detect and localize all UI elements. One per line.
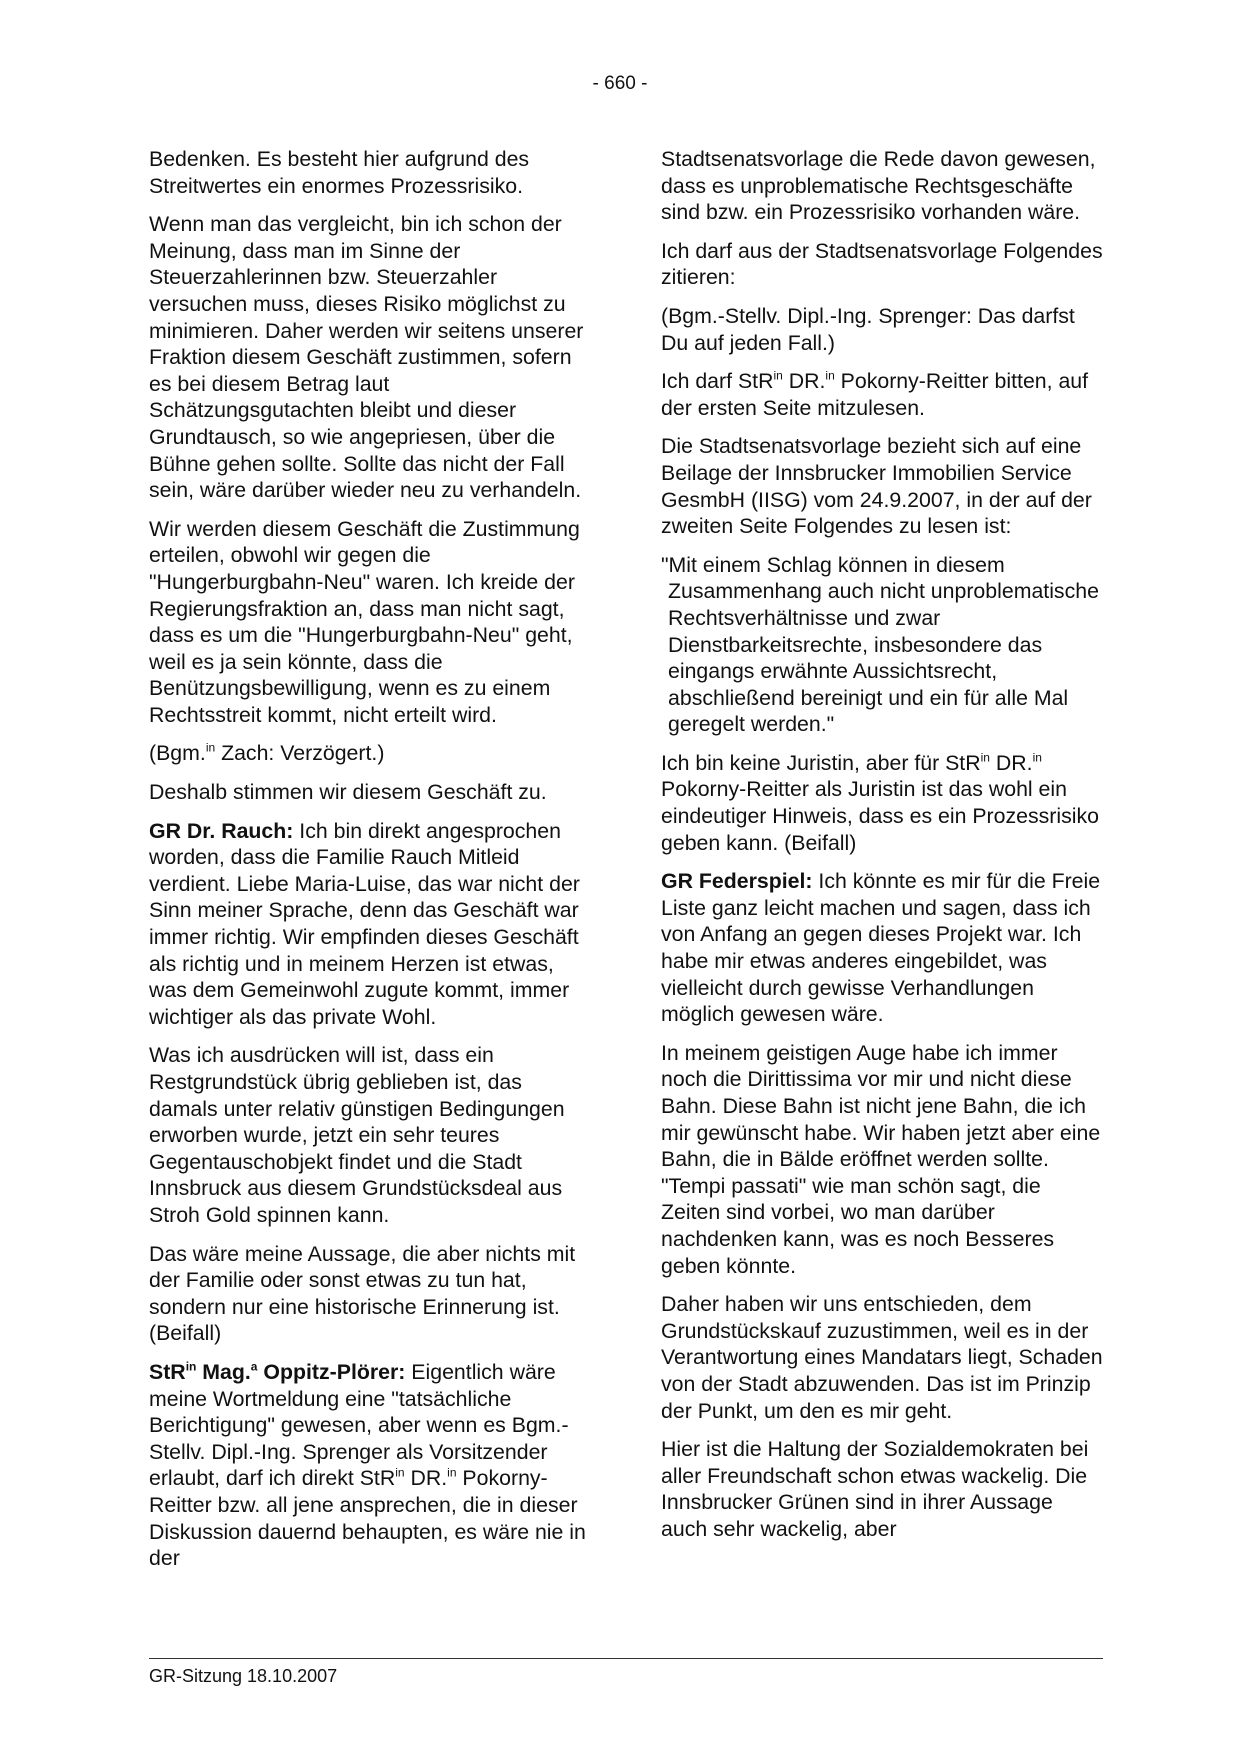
interjection (149, 740, 589, 767)
paragraph: In meinem geistigen Auge habe ich immer noch die Dirittissima vor mir und nicht diese Bahn. Diese Bahn ist nicht jene Bahn, die ich mir gewünscht habe. Wir haben jetzt aber eine Bahn, die in Bälde eröffnet werden sollte. "Tempi passati" wie man schön sagt, die Zeiten sind vorbei, wo man darüber nachdenken kann, was es noch Besseres geben könnte. (661, 1040, 1101, 1278)
interjection: (Bgm.-Stellv. Dipl.-Ing. Sprenger: Das darfst Du auf jeden Fall.) (661, 303, 1075, 355)
speech-paragraph (661, 868, 1103, 1028)
paragraph: Wenn man das vergleicht, bin ich schon der Meinung, dass man im Sinne der Steuerzahlerinnen bzw. Steuerzahler versuchen muss, dieses Risiko möglichst zu minimieren. Daher werden wir seitens unserer Fraktion diesem Geschäft zustimmen, sofern es bei diesem Betrag laut Schätzungsgutachten bleibt und dieser Grundtausch, so wie angepriesen, über die Bühne gehen sollte. Sollte das nicht der Fall sein, wäre darüber wieder neu zu verhandeln. (149, 212, 584, 503)
paragraph: Bedenken. Es besteht hier aufgrund des Streitwertes ein enormes Prozessrisiko. (149, 147, 530, 198)
text: StR (149, 1359, 186, 1384)
page-number: - 660 - (592, 73, 648, 94)
superscript: in (395, 1465, 405, 1480)
speech-text: Ich könnte es mir für die Freie Liste ganz leicht machen und sagen, dass ich von Anfang an gegen dieses Projekt war. Ich habe mir etwas anderes eingebildet, was vielleicht durch gewisse Verhandlungen möglich gewesen wäre. (661, 869, 1101, 1027)
text: Oppitz-Plörer: (257, 1359, 406, 1384)
speaker-name: GR Federspiel: (661, 869, 813, 894)
text: Pokorny-Reitter bitten, auf der ersten Seite mitzulesen. (661, 369, 1089, 420)
speech-paragraph (149, 1359, 589, 1572)
superscript: in (980, 750, 990, 765)
speech-paragraph (149, 818, 589, 1031)
text: Ich darf StR (661, 369, 774, 394)
paragraph: Wir werden diesem Geschäft die Zustimmung erteilen, obwohl wir gegen die "Hungerburgbahn-Neu" waren. Ich kreide der Regierungsfraktion an, dass man nicht sagt, dass es um die "Hungerburgbahn-Neu" geht, weil es ja sein könnte, dass die Benützungsbewilligung, wenn es zu einem Rechtsstreit kommt, nicht erteilt wird. (149, 516, 580, 727)
paragraph (661, 368, 1103, 421)
text: Mag. (196, 1359, 251, 1384)
superscript: in (825, 368, 835, 383)
speaker-name (149, 1360, 405, 1384)
text: DR. (782, 369, 826, 394)
superscript: in (773, 368, 783, 383)
speech-text: DR. (404, 1466, 448, 1491)
text: DR. (989, 750, 1033, 775)
paragraph: Deshalb stimmen wir diesem Geschäft zu. (149, 780, 547, 805)
left-column (149, 146, 589, 1584)
text: Ich bin keine Juristin, aber für StR (661, 750, 981, 775)
superscript: a (250, 1359, 258, 1374)
speech-text: Eigentlich wäre meine Wortmeldung eine "tatsächliche Berichtigung" gewesen, aber wenn es Bgm.-Stellv. Dipl.-Ing. Sprenger als Vorsitzender erlaubt, darf ich direkt StR (149, 1359, 569, 1491)
paragraph: Was ich ausdrücken will ist, dass ein Restgrundstück übrig geblieben ist, das damals unter relativ günstigen Bedingungen erworben wurde, jetzt ein sehr teures Gegentauschobjekt findet und die Stadt Innsbruck aus diesem Grundstücksdeal aus Stroh Gold spinnen kann. (149, 1043, 565, 1227)
paragraph: Hier ist die Haltung der Sozialdemokraten bei aller Freundschaft schon etwas wackelig. Die Innsbrucker Grünen sind in ihrer Aussage auch sehr wackelig, aber (661, 1437, 1089, 1541)
superscript: in (1032, 750, 1042, 765)
superscript: in (205, 741, 216, 756)
paragraph: Das wäre meine Aussage, die aber nichts mit der Familie oder sonst etwas zu tun hat, sondern nur eine historische Erinnerung ist. (Beifall) (149, 1241, 576, 1346)
text: (Bgm. (149, 741, 206, 766)
paragraph: Daher haben wir uns entschieden, dem Grundstückskauf zuzustimmen, weil es in der Verantwortung eines Mandatars liegt, Schaden von der Stadt abzuwenden. Das ist im Prinzip der Punkt, um den es mir geht. (661, 1292, 1103, 1423)
text: Pokorny-Reitter als Juristin ist das wohl ein eindeutiger Hinweis, dass es ein Prozessrisiko geben kann. (Beifall) (661, 777, 1099, 855)
quotation: "Mit einem Schlag können in diesem Zusammenhang auch nicht unproblematische Rechtsverhältnisse und zwar Dienstbarkeitsrechte, insbesondere das eingangs erwähnte Aussichtsrecht, abschließend bereinigt und ein für alle Mal geregelt werden." (661, 552, 1099, 737)
superscript: in (447, 1465, 457, 1480)
speaker-name: GR Dr. Rauch: (149, 818, 294, 843)
superscript: in (185, 1359, 197, 1374)
right-column (661, 146, 1103, 1555)
paragraph: Die Stadtsenatsvorlage bezieht sich auf eine Beilage der Innsbrucker Immobilien Service GesmbH (IISG) vom 24.9.2007, in der auf der zweiten Seite Folgendes zu lesen ist: (661, 434, 1092, 539)
paragraph (661, 750, 1103, 856)
speech-text: Ich bin direkt angesprochen worden, dass die Familie Rauch Mitleid verdient. Liebe Maria-Luise, das war nicht der Sinn meiner Sprache, denn das Geschäft war immer richtig. Wir empfinden dieses Geschäft als richtig und in meinem Herzen ist etwas, was dem Gemeinwohl zugute kommt, immer wichtiger als das private Wohl. (149, 818, 580, 1029)
text: Zach: Verzögert.) (215, 741, 385, 766)
footer: GR-Sitzung 18.10.2007 (149, 1666, 338, 1686)
speech-text: Pokorny-Reitter bzw. all jene ansprechen, die in dieser Diskussion dauernd behaupten, es wäre nie in der (149, 1466, 586, 1571)
paragraph: Stadtsenatsvorlage die Rede davon gewesen, dass es unproblematische Rechtsgeschäfte sind bzw. ein Prozessrisiko vorhanden wäre. (661, 147, 1096, 225)
footer-divider (149, 1658, 1103, 1659)
paragraph: Ich darf aus der Stadtsenatsvorlage Folgendes zitieren: (661, 238, 1103, 290)
